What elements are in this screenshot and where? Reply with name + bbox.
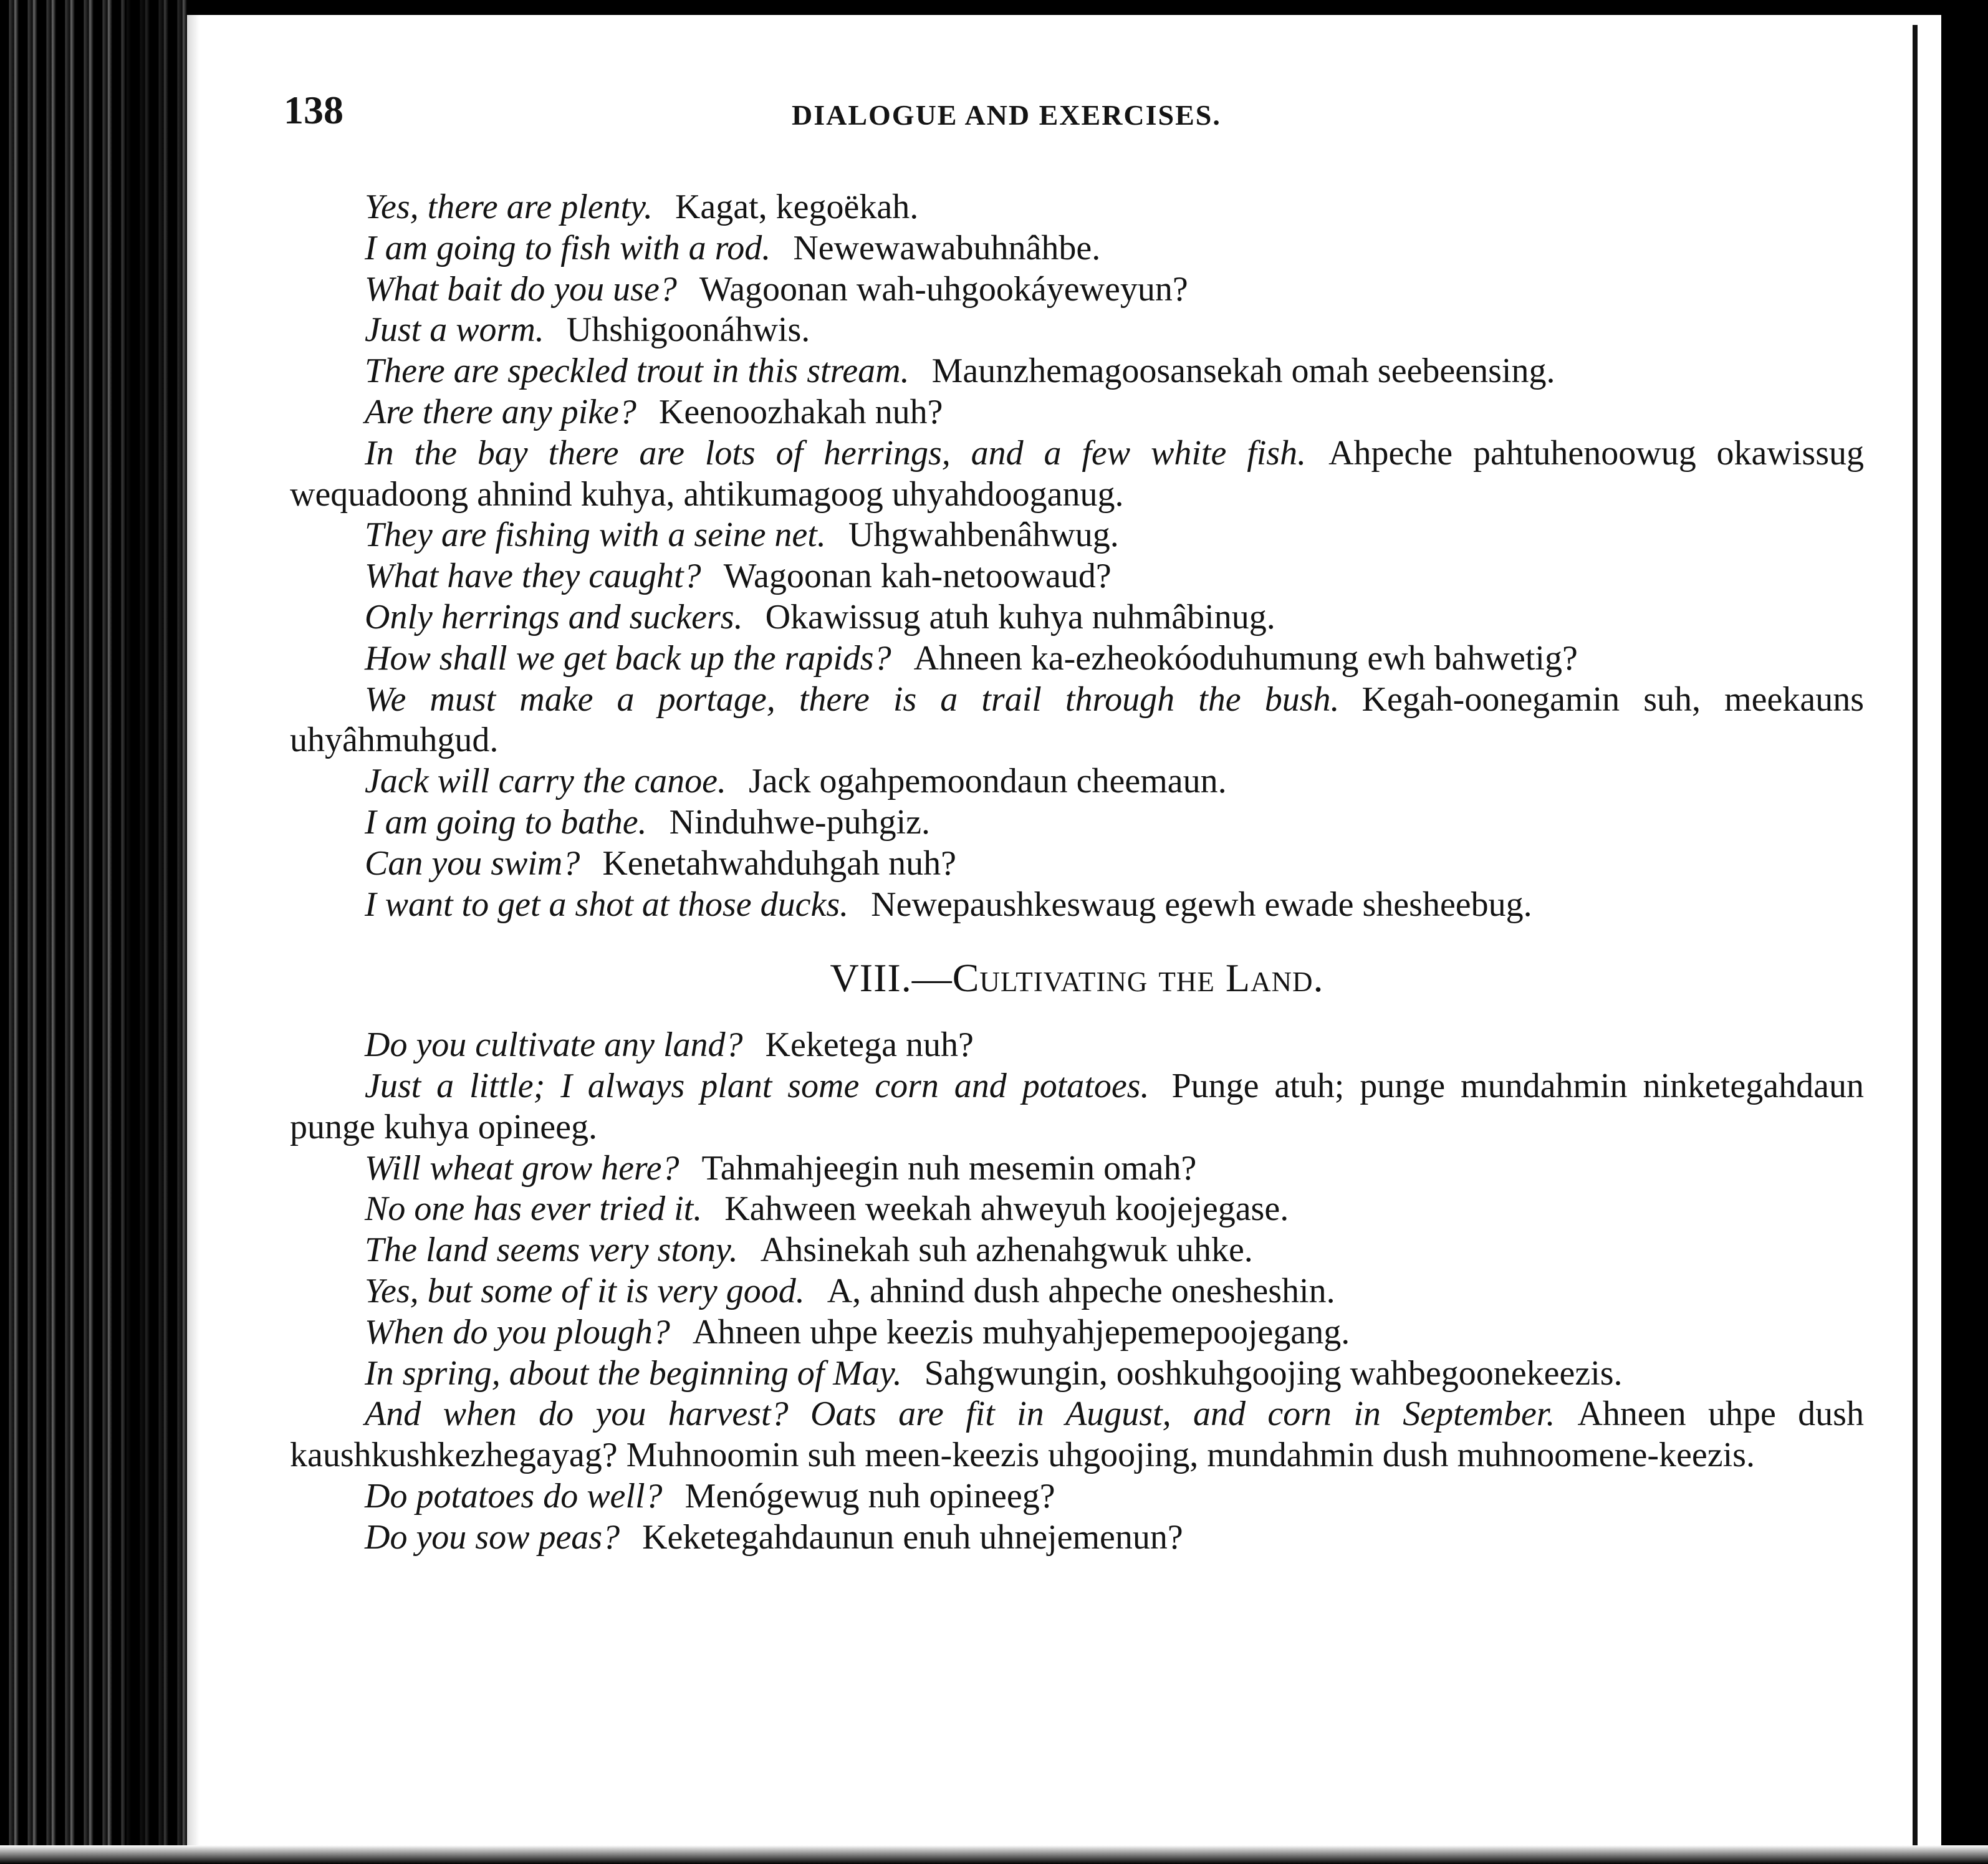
english-phrase: And when do you harvest? Oats are fit in August, and corn in September.	[365, 1395, 1555, 1434]
fishing-dialogue	[290, 187, 1864, 925]
ojibwe-phrase: Wagoonan kah-netoowaud?	[723, 557, 1112, 596]
dialogue-entry	[290, 680, 1864, 762]
ojibwe-phrase: Maunzhemagoosansekah omah seebeensing.	[931, 352, 1555, 391]
english-phrase: When do you plough?	[365, 1312, 670, 1352]
english-phrase: Just a little; I always plant some corn and potatoes.	[365, 1066, 1150, 1105]
ojibwe-phrase: Ahneen uhpe dush kaushkushkezhegayag? Muhnoomin suh meen-keezis uhgoojing, mundahmin dush muhnoomene-keezis.	[290, 1395, 1864, 1475]
dialogue-entry	[290, 392, 1864, 433]
dialogue-entry	[290, 1312, 1864, 1353]
ojibwe-phrase: Ahsinekah suh azhenahgwuk uhke.	[760, 1231, 1253, 1270]
english-phrase: What have they caught?	[365, 557, 701, 596]
dialogue-entry	[290, 843, 1864, 885]
dialogue-entry	[290, 1025, 1864, 1066]
running-head: DIALOGUE AND EXERCISES.	[792, 99, 1221, 131]
english-phrase: We must make a portage, there is a trail through the bush.	[365, 680, 1340, 719]
section-heading	[290, 958, 1864, 999]
english-phrase: I am going to bathe.	[365, 802, 647, 842]
section-numeral: VIII.—	[830, 956, 953, 1001]
ojibwe-phrase: A, ahnind dush ahpeche onesheshin.	[827, 1271, 1335, 1310]
scan-right-rule	[1913, 25, 1918, 1852]
dialogue-entry	[290, 1353, 1864, 1395]
dialogue-entry	[290, 597, 1864, 638]
dialogue-entry	[290, 515, 1864, 556]
scan-top-edge	[0, 0, 1988, 15]
english-phrase: The land seems very stony.	[365, 1231, 738, 1270]
dialogue-entry	[290, 1394, 1864, 1476]
dialogue-entry	[290, 1271, 1864, 1312]
english-phrase: Only herrings and suckers.	[365, 597, 743, 637]
ojibwe-phrase: Jack ogahpemoondaun cheemaun.	[749, 762, 1227, 801]
ojibwe-phrase: Newewawabuhnâhbe.	[793, 228, 1101, 267]
english-phrase: Are there any pike?	[365, 392, 636, 431]
land-dialogue	[290, 1025, 1864, 1558]
ojibwe-phrase: Sahgwungin, ooshkuhgoojing wahbegoonekeezis.	[924, 1353, 1623, 1393]
dialogue-entry	[290, 638, 1864, 680]
ojibwe-phrase: Ahneen ka-ezheokóoduhumung ewh bahwetig?	[913, 638, 1578, 678]
dialogue-entry	[290, 351, 1864, 392]
dialogue-entry	[290, 1230, 1864, 1271]
ojibwe-phrase: Menógewug nuh opineeg?	[684, 1476, 1055, 1516]
ojibwe-phrase: Uhgwahbenâhwug.	[848, 516, 1119, 555]
ojibwe-phrase: Kagat, kegoëkah.	[675, 188, 919, 226]
english-phrase: Do you cultivate any land?	[365, 1026, 743, 1065]
dialogue-entry	[290, 761, 1864, 802]
ojibwe-phrase: Newepaushkeswaug egewh ewade shesheebug.	[871, 885, 1532, 924]
ojibwe-phrase: Ninduhwe-puhgiz.	[669, 802, 930, 842]
dialogue-entry	[290, 187, 1864, 228]
dialogue-entry	[290, 269, 1864, 310]
dialogue-entry	[290, 885, 1864, 926]
ojibwe-phrase: Keketegahdaunun enuh uhnejemenun?	[642, 1517, 1183, 1557]
ojibwe-phrase: Kenetahwahduhgah nuh?	[602, 843, 956, 883]
dialogue-entry	[290, 1476, 1864, 1517]
ojibwe-phrase: Tahmahjeegin nuh mesemin omah?	[701, 1148, 1197, 1188]
page-number: 138	[284, 88, 343, 132]
dialogue-entry	[290, 1189, 1864, 1230]
english-phrase: Do potatoes do well?	[365, 1476, 663, 1516]
english-phrase: How shall we get back up the rapids?	[365, 638, 891, 678]
english-phrase: Jack will carry the canoe.	[365, 762, 727, 801]
ojibwe-phrase: Keenoozhakah nuh?	[658, 392, 943, 431]
ojibwe-phrase: Okawissug atuh kuhya nuhmâbinug.	[765, 597, 1275, 637]
ojibwe-phrase: Kahween weekah ahweyuh koojejegase.	[724, 1189, 1289, 1229]
ojibwe-phrase: Wagoonan wah-uhgookáyeweyun?	[699, 269, 1188, 309]
ojibwe-phrase: Ahneen uhpe keezis muhyahjepemepoojegang.	[692, 1312, 1350, 1352]
english-phrase: Yes, there are plenty.	[365, 188, 653, 226]
dialogue-entry	[290, 1517, 1864, 1559]
dialogue-entry	[290, 433, 1864, 516]
english-phrase: In the bay there are lots of herrings, and a few white fish.	[365, 433, 1307, 473]
dialogue-entry	[290, 802, 1864, 843]
dialogue-entry	[290, 556, 1864, 597]
english-phrase: Just a worm.	[365, 310, 544, 350]
ojibwe-phrase: Uhshigoonáhwis.	[566, 310, 810, 350]
scan-bottom-edge	[0, 1845, 1988, 1864]
english-phrase: I want to get a shot at those ducks.	[365, 885, 849, 924]
page-body	[290, 187, 1864, 1559]
english-phrase: What bait do you use?	[365, 269, 677, 309]
english-phrase: I am going to fish with a rod.	[365, 228, 771, 267]
ojibwe-phrase: Ahpeche pahtuhenoowug okawissug wequadoong ahnind kuhya, ahtikumagoog uhyahdooganug.	[290, 433, 1864, 514]
english-phrase: They are fishing with a seine net.	[365, 516, 826, 555]
english-phrase: In spring, about the beginning of May.	[365, 1353, 902, 1393]
english-phrase: Do you sow peas?	[365, 1517, 620, 1557]
dialogue-entry	[290, 310, 1864, 351]
ojibwe-phrase: Keketega nuh?	[765, 1026, 974, 1065]
ojibwe-phrase: Kegah-oonegamin suh, meekauns uhyâhmuhgud.	[290, 680, 1864, 760]
english-phrase: No one has ever tried it.	[365, 1189, 703, 1229]
dialogue-entry	[290, 1066, 1864, 1148]
dialogue-entry	[290, 1148, 1864, 1189]
section-title: Cultivating the Land.	[952, 956, 1324, 1001]
scan-right-edge	[1941, 0, 1988, 1864]
english-phrase: Yes, but some of it is very good.	[365, 1271, 805, 1310]
ojibwe-phrase: Punge atuh; punge mundahmin ninketegahdaun punge kuhya opineeg.	[290, 1066, 1864, 1146]
english-phrase: Will wheat grow here?	[365, 1148, 679, 1188]
english-phrase: Can you swim?	[365, 843, 580, 883]
scan-binding-fade	[125, 0, 199, 1864]
dialogue-entry	[290, 228, 1864, 269]
english-phrase: There are speckled trout in this stream.	[365, 352, 910, 391]
